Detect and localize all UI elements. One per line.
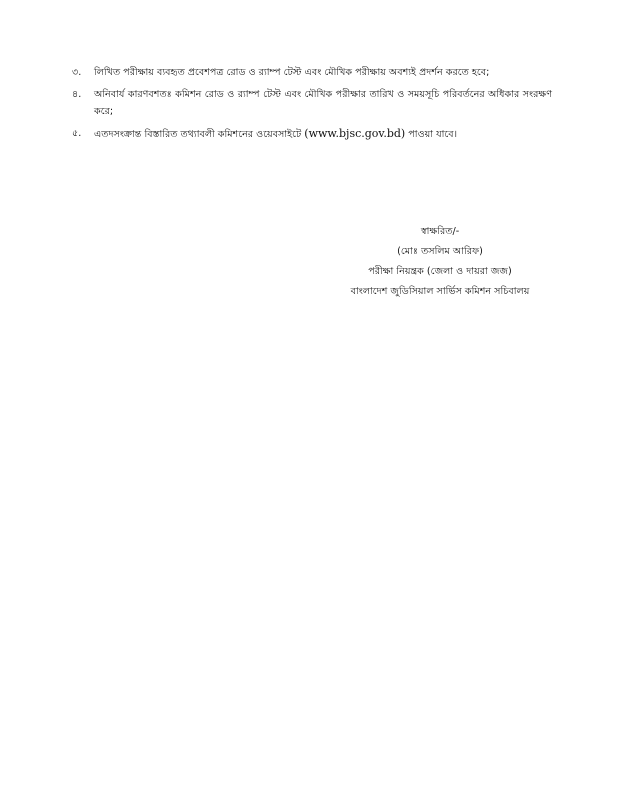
signatory-designation: পরীক্ষা নিয়ন্ত্রক (জেলা ও দায়রা জজ) <box>368 266 512 277</box>
clause-4 <box>62 86 552 120</box>
website-url: (www.bjsc.gov.bd) <box>304 127 406 140</box>
signed-mark: স্বাক্ষরিত/- <box>420 226 460 237</box>
clause-number: ৩. <box>72 67 82 78</box>
clause-number: ৫. <box>72 128 82 139</box>
clause-5 <box>62 125 552 143</box>
signatory-office: বাংলাদেশ জুডিসিয়াল সার্ভিস কমিশন সচিবালয় <box>350 286 530 297</box>
clause-list <box>62 64 552 148</box>
clause-text: অনিবার্য কারণবশতঃ কমিশন রোড ও র‌্যাম্প টেস্ট এবং মৌখিক পরীক্ষার তারিখ ও সময়সূচি পরিবর্তনের অধিকার সংরক্ষণ করে; <box>94 89 552 117</box>
clause-text-before-url: এতদসংক্রান্ত বিস্তারিত তথ্যাবলী কমিশনের ওয়েবসাইটে <box>94 129 305 140</box>
clause-text: লিখিত পরীক্ষায় ব্যবহৃত প্রবেশপত্র রোড ও র‌্যাম্প টেস্ট এবং মৌখিক পরীক্ষায় অবশ্যই প্রদর্শন করতে হবে; <box>94 67 490 78</box>
clause-3 <box>62 64 552 81</box>
signature-block <box>330 222 550 302</box>
clause-number: ৪. <box>72 89 82 100</box>
signatory-name: (মোঃ তসলিম আরিফ) <box>397 246 483 257</box>
clause-text-after-url: পাওয়া যাবে। <box>405 129 458 140</box>
clause-text <box>94 125 552 143</box>
